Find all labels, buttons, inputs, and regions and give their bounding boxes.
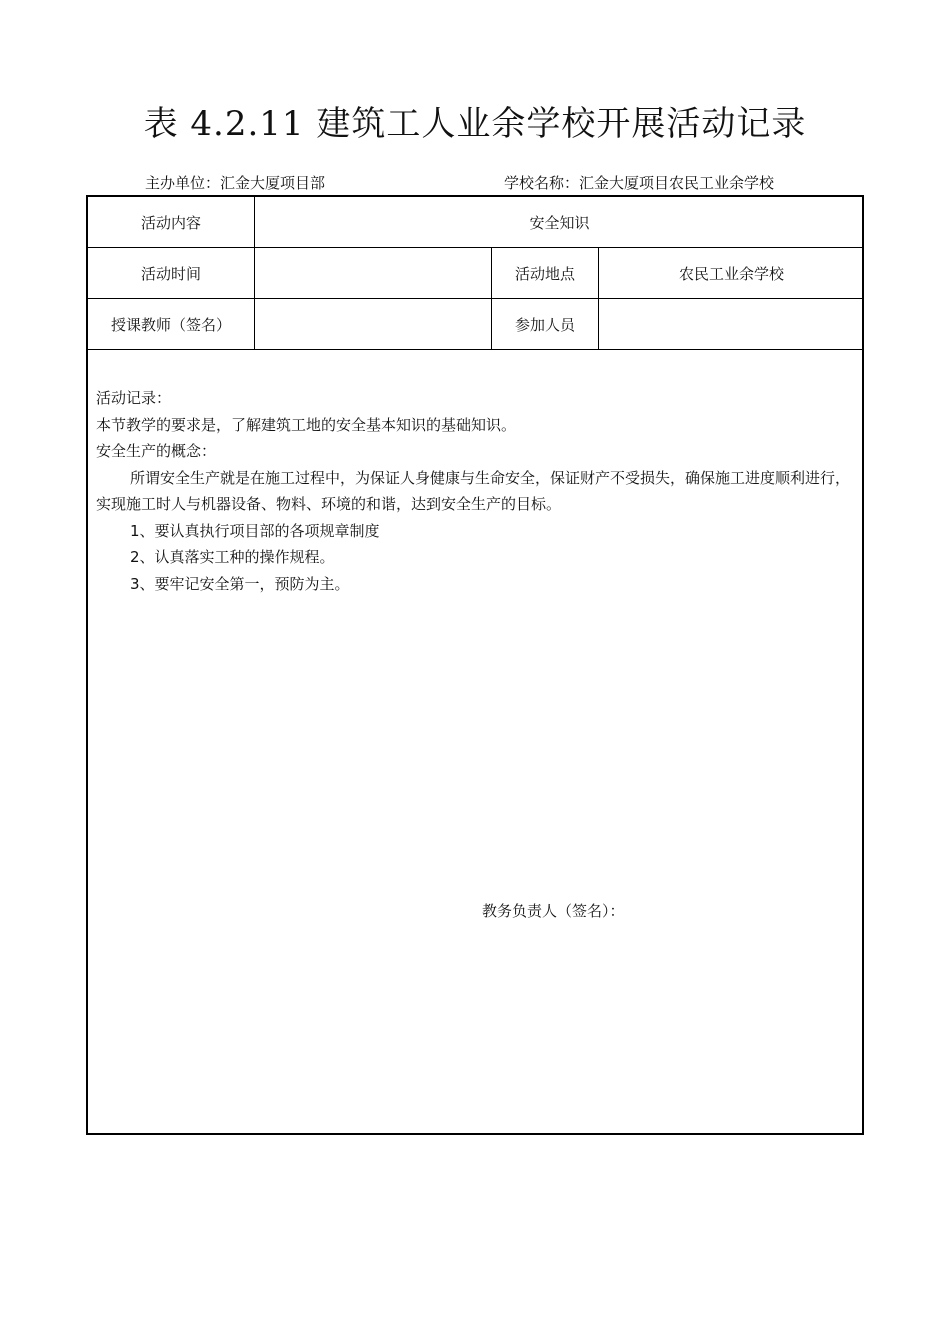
- activity-place-label: 活动地点: [514, 264, 575, 283]
- school-name: 学校名称：汇金大厦项目农民工业余学校: [504, 174, 775, 192]
- list-item: 2、认真落实工种的操作规程。: [130, 548, 335, 566]
- activity-place-value[interactable]: 农民工业余学校: [678, 264, 784, 283]
- teacher-label: 授课教师（签名）: [110, 315, 231, 334]
- teacher-signature-field[interactable]: [255, 299, 491, 349]
- host-unit: 主办单位：汇金大厦项目部: [145, 174, 326, 192]
- list-item: 1、要认真执行项目部的各项规章制度: [130, 521, 380, 540]
- list-item: 3、要牢记安全第一，预防为主。: [130, 574, 350, 593]
- academic-supervisor-signature[interactable]: 教务负责人（签名）：: [482, 902, 625, 920]
- row-divider: [88, 349, 862, 350]
- activity-time-value[interactable]: [255, 248, 491, 298]
- activity-content-label: 活动内容: [140, 213, 201, 232]
- participants-label: 参加人员: [514, 315, 575, 334]
- activity-record-body: [96, 385, 856, 597]
- activity-record-form: [86, 195, 864, 1135]
- activity-time-label: 活动时间: [140, 264, 201, 283]
- participants-field[interactable]: [599, 299, 864, 349]
- record-heading: 活动记录：: [96, 389, 172, 407]
- document-title: 表 4.2.11 建筑工人业余学校开展活动记录: [143, 104, 807, 144]
- concept-heading: 安全生产的概念：: [96, 442, 217, 460]
- record-requirement: 本节教学的要求是，了解建筑工地的安全基本知识的基础知识。: [96, 415, 517, 434]
- activity-content-value[interactable]: 安全知识: [529, 213, 590, 232]
- concept-text: 所谓安全生产就是在施工过程中，为保证人身健康与生命安全，保证财产不受损失，确保施工进度顺利进行，实现施工时人与机器设备、物料、环境的和谐，达到安全生产的目标。: [96, 468, 851, 513]
